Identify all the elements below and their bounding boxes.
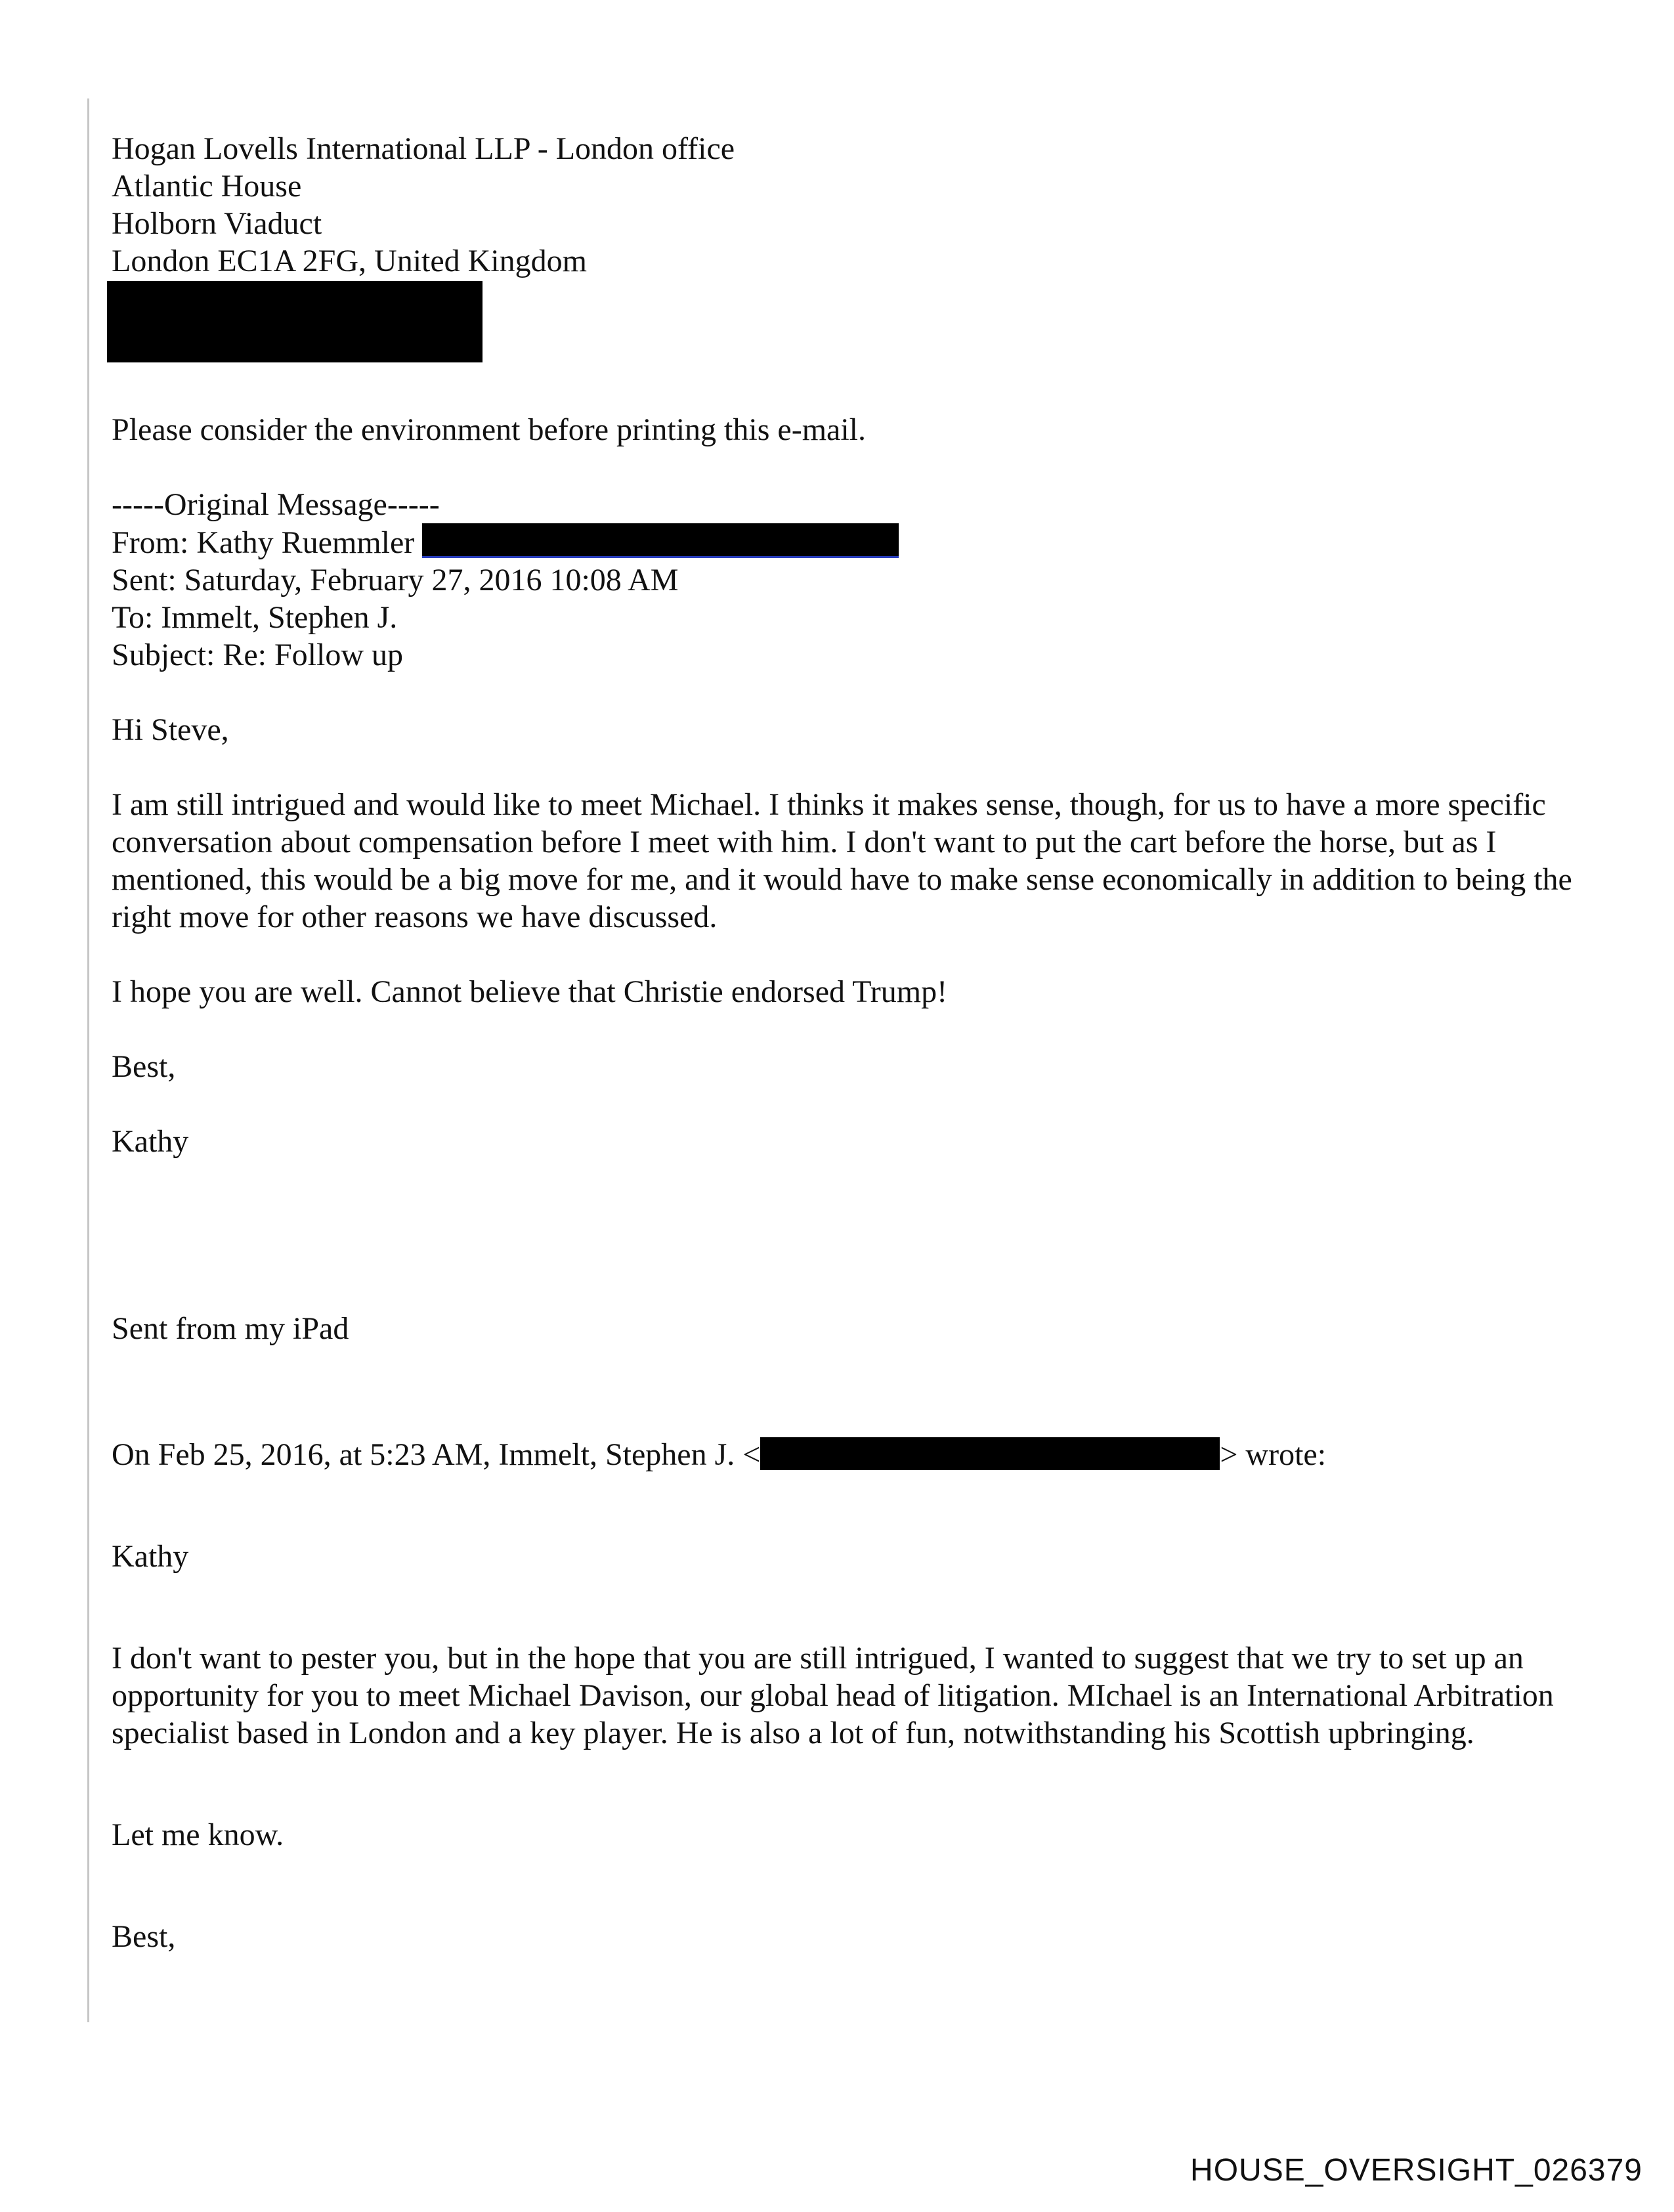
address-city: London EC1A 2FG, United Kingdom [112,244,588,278]
attribution-prefix: On Feb 25, 2016, at 5:23 AM, Immelt, Stephen J. < [112,1437,761,1472]
quoted-closing: Best, [112,1919,176,1954]
from-label: From: Kathy Ruemmler [112,525,423,560]
attribution-suffix: > wrote: [1220,1437,1327,1472]
reply-signature: Kathy [112,1124,189,1159]
quoted-attribution [112,1436,1595,1473]
reply-paragraph-2: I hope you are well. Cannot believe that Christie endorsed Trump! [112,974,948,1009]
address-building: Atlantic House [112,169,302,204]
sent-line: Sent: Saturday, February 27, 2016 10:08 AM [112,563,679,597]
reply-greeting: Hi Steve, [112,712,229,747]
email-body [112,130,1595,1955]
address-street: Holborn Viaduct [112,206,322,241]
sent-from: Sent from my iPad [112,1311,349,1346]
quoted-paragraph-2: Let me know. [112,1817,284,1852]
redacted-email [422,523,899,558]
reply-closing: Best, [112,1049,176,1084]
redacted-email [760,1437,1220,1470]
reply-paragraph-1: I am still intrigued and would like to meet Michael. I thinks it makes sense, though, for us to have a more specific conversation about compensation before I meet with him. I don't want to put the cart before the horse, but as I mentioned, this would be a big move for me, and it would have to make sense economically in addition to being the right move for other reasons we have discussed. [112,787,1572,934]
bates-number: HOUSE_OVERSIGHT_026379 [1190,2153,1642,2188]
subject-line: Subject: Re: Follow up [112,638,403,672]
from-line [112,523,1595,561]
environment-notice: Please consider the environment before printing this e-mail. [112,412,866,447]
quoted-greeting: Kathy [112,1539,189,1574]
quote-bar [87,98,89,2022]
address-firm: Hogan Lovells International LLP - London office [112,131,735,166]
to-line: To: Immelt, Stephen J. [112,600,398,635]
original-message-header: -----Original Message----- [112,487,440,522]
quoted-paragraph-1: I don't want to pester you, but in the hope that you are still intrigued, I wanted to suggest that we try to set up an opportunity for you to meet Michael Davison, our global head of litigation. MIchael is an International Arbitration specialist based in London and a key player. He is also a lot of fun, notwithstanding his Scottish upbringing. [112,1641,1554,1750]
